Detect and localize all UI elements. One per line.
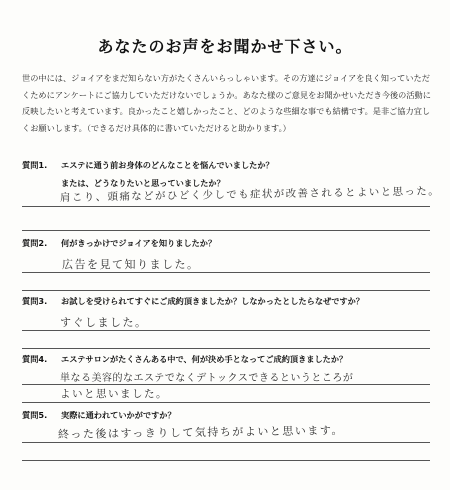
question-1-subtext: または、どうなりたいと思っていましたか？ (61, 178, 225, 188)
answer-line (22, 348, 430, 349)
question-3 (22, 296, 364, 307)
question-5 (22, 410, 176, 421)
answer-4-line-1: 単なる美容的なエステでなくデトックスできるというところが (60, 373, 354, 384)
intro-paragraph: 世の中には、ジョイアをまだ知らない方がたくさんいらっしゃいます。その方達にジョイアを良く知っていただくためにアンケートにご協力していただけないでしょうか。あなた様のご意見をお聞かせいただき今後の活動に反映したいと考えています。良かったこと嬉しかったこと、どのような些細な事でも結構です。是非ご協力宜しくお願いします。（できるだけ具体的に書いていただけると助かります。） (22, 73, 431, 133)
question-3-text: お試しを受けられてすぐにご成約頂きましたか？しなかったとしたらなぜですか？ (61, 296, 364, 306)
answer-line (22, 206, 430, 207)
question-2 (22, 238, 216, 249)
answer-line (22, 330, 430, 331)
question-4 (22, 354, 347, 365)
question-3-number: 質問3. (22, 296, 48, 306)
answer-line (22, 290, 430, 291)
question-2-text: 何がきっかけでジョイアを知りましたか？ (61, 238, 217, 248)
question-4-text: エステサロンがたくさんある中で、何が決め手となってご成約頂きましたか？ (61, 354, 348, 364)
question-1-number: 質問1. (22, 160, 48, 170)
answer-5-line-1: 終った後はすっきりして気持ちがよいと思います。 (57, 424, 345, 441)
question-5-number: 質問5. (22, 410, 48, 420)
question-1-text: エステに通う前お身体のどんなことを悩んでいましたか？ (61, 160, 274, 170)
answer-3-line-1: すぐしました。 (60, 316, 148, 329)
answer-line (22, 272, 430, 273)
question-1 (22, 160, 274, 171)
answer-2-line-1: 広告を見て知りました。 (62, 258, 200, 271)
answer-line (22, 442, 430, 443)
question-4-number: 質問4. (22, 354, 48, 364)
answer-line (22, 460, 430, 461)
question-5-text: 実際に通われていかがですか？ (61, 410, 176, 420)
answer-1-line-1: 肩こり、頭痛などがひどく少しでも症状が改善されるとよいと思った。 (59, 185, 441, 204)
answer-line (22, 230, 430, 231)
question-2-number: 質問2. (22, 238, 48, 248)
page-title: あなたのお声をお聞かせ下さい。 (97, 37, 353, 56)
answer-line (22, 402, 430, 403)
answer-line (22, 384, 430, 385)
answer-4-line-2: よいと思いました。 (60, 388, 168, 400)
